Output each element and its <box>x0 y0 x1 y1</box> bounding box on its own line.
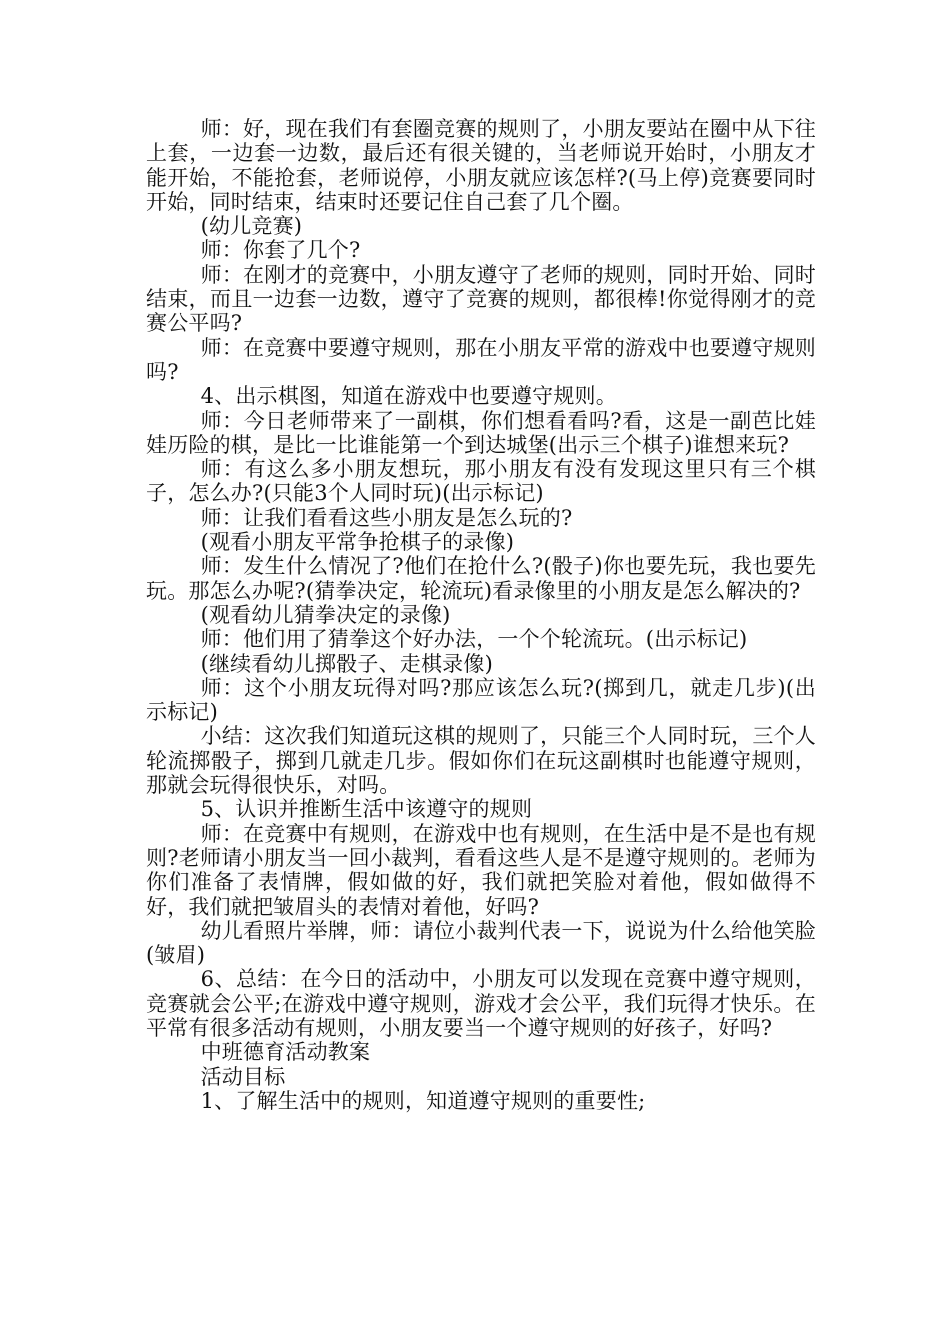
paragraph: (幼儿竞赛) <box>200 214 303 239</box>
document-body <box>146 117 816 1113</box>
paragraph: 师：发生什么情况了?他们在抢什么?(骰子)你也要先玩，我也要先玩。那怎么办呢?(猜拳决定，轮流玩)看录像里的小朋友是怎么解决的? <box>146 554 816 603</box>
section-heading: 5、认识并推断生活中该遵守的规则 <box>200 797 533 822</box>
paragraph: 师：让我们看看这些小朋友是怎么玩的? <box>200 505 573 530</box>
paragraph: (继续看幼儿掷骰子、走棋录像) <box>200 651 493 676</box>
paragraph: 1、了解生活中的规则，知道遵守规则的重要性; <box>200 1088 646 1113</box>
paragraph: 6、总结：在今日的活动中，小朋友可以发现在竞赛中遵守规则，竞赛就会公平;在游戏中遵守规则，游戏才会公平，我们玩得才快乐。在平常有很多活动有规则，小朋友要当一个遵守规则的好孩子，好吗? <box>146 967 816 1040</box>
paragraph: 师：他们用了猜拳这个好办法，一个个轮流玩。(出示标记) <box>200 627 748 652</box>
paragraph: 师：在竞赛中有规则，在游戏中也有规则，在生活中是不是也有规则?老师请小朋友当一回小裁判，看看这些人是不是遵守规则的。老师为你们准备了表情牌，假如做的好，我们就把笑脸对着他，假如做得不好，我们就把皱眉头的表情对着他，好吗? <box>146 821 816 919</box>
paragraph: (观看幼儿猜拳决定的录像) <box>200 602 451 627</box>
paragraph: 幼儿看照片举牌，师：请位小裁判代表一下，说说为什么给他笑脸(皱眉) <box>146 918 816 968</box>
paragraph: (观看小朋友平常争抢棋子的录像) <box>200 530 515 555</box>
paragraph: 师：好，现在我们有套圈竞赛的规则了，小朋友要站在圈中从下往上套，一边套一边数，最后还有很关键的，当老师说开始时，小朋友才能开始，不能抢套，老师说停，小朋友就应该怎样?(马上停)竞赛要同时开始，同时结束，结束时还要记住自己套了几个圈。 <box>146 117 816 214</box>
paragraph: 师：在竞赛中要遵守规则，那在小朋友平常的游戏中也要遵守规则吗? <box>146 335 816 384</box>
paragraph: 师：在刚才的竞赛中，小朋友遵守了老师的规则，同时开始、同时结束，而且一边套一边数，遵守了竞赛的规则，都很棒!你觉得刚才的竞赛公平吗? <box>146 262 816 336</box>
paragraph: 小结：这次我们知道玩这棋的规则了，只能三个人同时玩，三个人轮流掷骰子，掷到几就走几步。假如你们在玩这副棋时也能遵守规则，那就会玩得很快乐，对吗。 <box>146 724 816 798</box>
section-heading: 活动目标 <box>200 1064 286 1089</box>
paragraph: 师：有这么多小朋友想玩，那小朋友有没有发现这里只有三个棋子，怎么办?(只能3个人同时玩)(出示标记) <box>146 457 816 506</box>
section-heading: 4、出示棋图，知道在游戏中也要遵守规则。 <box>200 384 617 409</box>
paragraph: 师：今日老师带来了一副棋，你们想看看吗?看，这是一副芭比娃娃历险的棋，是比一比谁能第一个到达城堡(出示三个棋子)谁想来玩? <box>146 408 816 457</box>
document-title: 中班德育活动教案 <box>200 1040 371 1065</box>
paragraph: 师：这个小朋友玩得对吗?那应该怎么玩?(掷到几，就走几步)(出示标记) <box>146 675 816 725</box>
paragraph: 师：你套了几个? <box>200 238 361 263</box>
